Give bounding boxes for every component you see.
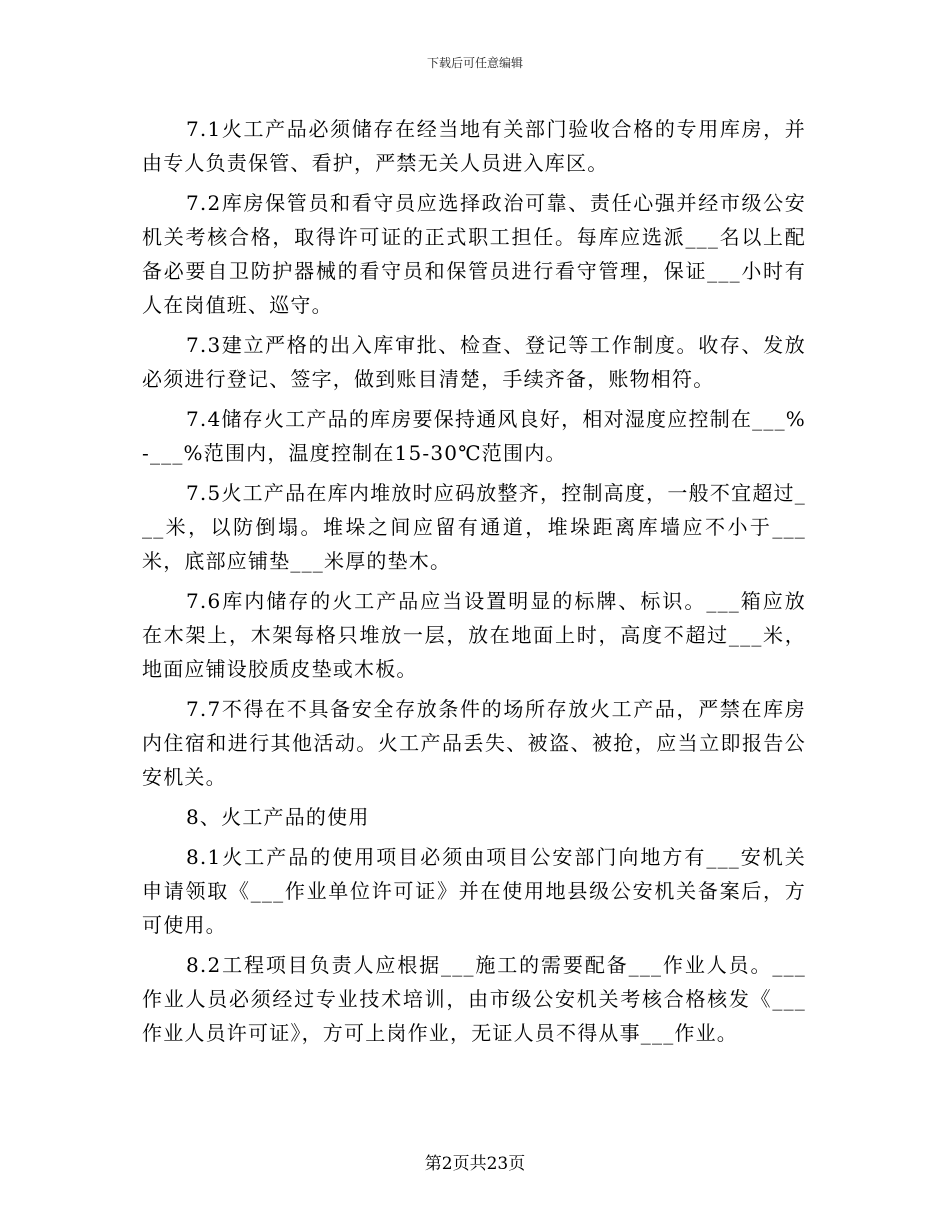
paragraph-7-3: 7.3建立严格的出入库审批、检查、登记等工作制度。收存、发放必须进行登记、签字，做到账目清楚，手续齐备，账物相符。 bbox=[142, 333, 806, 391]
paragraph-7-5: 7.5火工产品在库内堆放时应码放整齐，控制高度，一般不宜超过___米，以防倒塌。堆垛之间应留有通道，堆垛距离库墙应不小于___米，底部应铺垫___米厚的垫木。 bbox=[142, 481, 806, 573]
paragraph-7-6: 7.6库内储存的火工产品应当设置明显的标牌、标识。___箱应放在木架上，木架每格只堆放一层，放在地面上时，高度不超过___米，地面应铺设胶质皮垫或木板。 bbox=[142, 589, 806, 681]
paragraph-7-1: 7.1火工产品必须储存在经当地有关部门验收合格的专用库房，并由专人负责保管、看护，严禁无关人员进入库区。 bbox=[142, 117, 806, 175]
page-header: 下载后可任意编辑 bbox=[426, 56, 523, 70]
section-heading-8: 8、火工产品的使用 bbox=[186, 805, 370, 829]
paragraph-7-2: 7.2库房保管员和看守员应选择政治可靠、责任心强并经市级公安机关考核合格，取得许可证的正式职工担任。每库应选派___名以上配备必要自卫防护器械的看守员和保管员进行看守管理，保证___小时有人在岗值班、巡守。 bbox=[142, 191, 806, 317]
paragraph-7-4: 7.4储存火工产品的库房要保持通风良好，相对湿度应控制在___%-___%范围内，温度控制在15-30℃范围内。 bbox=[142, 407, 806, 465]
paragraph-7-7: 7.7不得在不具备安全存放条件的场所存放火工产品，严禁在库房内住宿和进行其他活动。火工产品丢失、被盗、被抢，应当立即报告公安机关。 bbox=[142, 697, 806, 789]
page-number: 第2页共23页 bbox=[424, 1154, 526, 1174]
paragraph-8-1: 8.1火工产品的使用项目必须由项目公安部门向地方有___安机关申请领取《___作业单位许可证》并在使用地县级公安机关备案后，方可使用。 bbox=[142, 845, 806, 937]
paragraph-8-2: 8.2工程项目负责人应根据___施工的需要配备___作业人员。___作业人员必须经过专业技术培训，由市级公安机关考核合格核发《___作业人员许可证》，方可上岗作业，无证人员不得从事___作业。 bbox=[142, 953, 806, 1045]
document-body bbox=[142, 112, 806, 1056]
